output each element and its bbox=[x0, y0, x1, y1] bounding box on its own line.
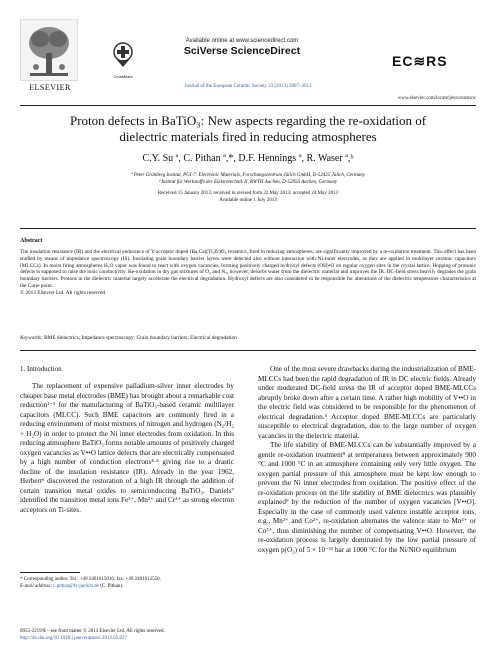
crossmark-label: CrossMark bbox=[113, 74, 133, 79]
email-suffix: (C. Pithan). bbox=[100, 584, 124, 589]
crossmark-icon bbox=[113, 42, 133, 68]
available-online-text: Available online at www.sciencedirect.com bbox=[185, 38, 299, 44]
journal-logo: EC≋RS bbox=[392, 53, 448, 69]
title-line-2: dielectric materials fired in reducing atmospheres bbox=[119, 129, 377, 144]
intro-paragraph-3: The life stability of BME-MLCCs can be substantially improved by a gentle re-oxidation treatment⁸ at temperatures between approximately 900 °C and 1000 °C in an atmosphere containing only very little oxygen. The oxygen partial pressure of this atmosphere must be kept low enough to prevent the Ni inner electrodes from oxidation. The positive effect of the re-oxidation process on the life stability of BME dielectrics was plausibly explained⁹ by the reduction of the number of oxygen vacancies [V••O]. Especially in the case of commonly used valence instable acceptor ions, e.g., Mn²⁺ and Co²⁺, re-oxidation alternates the valence state to Mn³⁺ or Co³⁺, thus diminishing the number of compensating V••O. However, the re-oxidation process is largely dominated by the low partial pressure of oxygen p(O₂) of 5 × 10⁻¹¹ bar at 1000 °C for the Ni/NiO equilibrium bbox=[258, 441, 476, 554]
right-column bbox=[258, 365, 476, 555]
online-date: Available online 1 July 2013 bbox=[219, 198, 277, 203]
footnote bbox=[20, 576, 234, 590]
intro-paragraph-1: The replacement of expensive palladium-silver inner electrodes by cheaper base metal electrodes (BME) has brought about a remarkable cost reduction¹⁻³ for the manufacturing of BaTiO₃-based ceramic multilayer capacitors (MLCC). Such BME capacitors are commonly fired in a reducing environment of moist mixtures of nitrogen and hydrogen (N₂/H₂ + H₂O) in order to protect the Ni inner electrodes from oxidation. In this reducing atmosphere BaTiO₃ forms notable amounts of positively charged oxygen vacancies as V••O lattice defects that are electrically compensated by a high number of conduction electrons⁴·⁵ giving rise to a drastic decline of the insulation resistance (IR). Already in the year 1962, Herbert⁶ discovered the restoration of a high IR through the addition of certain transition metal oxides to semiconducting BaTiO₃. Daniels⁷ identified the transition metal ions Fe³⁺, Mn²⁺ and Cr³⁺ as strong electron acceptors on Ti-sites. bbox=[20, 382, 234, 514]
footnote-divider bbox=[20, 572, 80, 573]
abstract-top-divider bbox=[20, 228, 476, 229]
section-heading-introduction: 1. Introduction bbox=[20, 365, 62, 373]
article-title bbox=[40, 113, 456, 145]
journal-homepage[interactable]: www.elsevier.com/locate/jeurceramsoc bbox=[397, 96, 476, 101]
email-link[interactable]: c.pithan@fz-juelich.de bbox=[53, 584, 99, 589]
header-divider bbox=[20, 105, 476, 106]
keywords-text: BME dielectrics; Impedance spectroscopy; Grain boundary barriers; Electrical degradation bbox=[44, 335, 237, 341]
abstract-body bbox=[20, 249, 476, 297]
abstract-text: The insulation resistance (IR) and the electrical endurance of Y-acceptor doped (Ba,Ca)(Ti,Zr)O₃ ceramics, fired in reducing atmospheres, are significantly improved by a re-oxidation treatment. This effect has been studied by means of impedance spectroscopy (IS). Insulating grain boundary barrier layers were detected also without interaction with Ni-inner electrodes, as they are applied in multilayer ceramic capacitors (MLCCs). In moist firing atmospheres H₂O vapor was found to react with oxygen vacancies, forming positively charged hydroxyl defects (OH)•O on regular oxygen sites in the crystal lattice. Hopping of protonic defects is supposed to raise the ionic conductivity. Re-oxidation in dry gas mixtures of O₂ and N₂, however, desorbs water from the dielectric material and improves the IR. DC-field stress heavily degrades the grain boundary barriers. Protons in the dielectric material largely accelerate the electrical degradation. Hydroxyl defects are also considered to be responsible for alterations of the dielectric temperature characteristics at the Curie point. bbox=[20, 249, 476, 289]
left-column bbox=[20, 382, 234, 515]
keywords-label: Keywords: bbox=[20, 335, 43, 341]
bottom-matter bbox=[20, 628, 320, 642]
elsevier-tree-logo bbox=[20, 19, 78, 91]
doi-link[interactable]: http://dx.doi.org/10.1016/j.jeurceramsoc.2013.05.027 bbox=[20, 636, 127, 641]
sciverse-title[interactable]: SciVerse ScienceDirect bbox=[183, 45, 301, 57]
affiliation-a: ª Peter Grünberg Institut, PGI-7: Electronic Materials, Forschungszentrum Jülich GmbH, D-52425 Jülich, Germany bbox=[130, 173, 366, 178]
email-line bbox=[20, 583, 234, 590]
keywords-line bbox=[20, 335, 476, 341]
abstract-copyright: © 2013 Elsevier Ltd. All rights reserved. bbox=[20, 289, 107, 296]
email-label: E-mail address: bbox=[20, 584, 52, 589]
intro-paragraph-2: One of the most severe drawbacks during the industrialization of BME-MLCCs had been the rapid degradation of IR in DC electric fields. Already under moderated DC-field stress the IR of acceptor doped BME-MLCCs abruptly broke down after a certain time. A rather high mobility of V••O in the electric field was considered to be responsible for the phenomenon of electrical degradation.⁵ Acceptor doped BME-MLCCs are particularly susceptible to electrical degradation, due to the large number of oxygen vacancies in the dielectric material. bbox=[258, 365, 476, 440]
received-dates: Received 15 January 2013; received in revised form 22 May 2013; accepted 24 May 2013 bbox=[157, 191, 339, 196]
abstract-bottom-divider bbox=[20, 350, 476, 351]
affiliation-b: ᵇ Institut für Werkstoffe der Elektrotechnik II, RWTH Aachen, D-52056 Aachen, Germany bbox=[158, 180, 338, 185]
corresponding-author: * Corresponding author. Tel.: +49 2461615016; fax: +49 2461612550. bbox=[20, 577, 161, 582]
issn-line: 0955-2219/$ – see front matter © 2013 Elsevier Ltd. All rights reserved. bbox=[20, 629, 165, 634]
affiliations bbox=[40, 172, 456, 186]
sciencedirect-header bbox=[132, 38, 352, 57]
title-line-1: Proton defects in BaTiO₃: New aspects regarding the re-oxidation of bbox=[69, 113, 427, 128]
crossmark-badge[interactable] bbox=[112, 42, 134, 78]
abstract-heading: Abstract bbox=[20, 238, 43, 244]
article-dates bbox=[40, 190, 456, 204]
author-list: C.Y. Su ª, C. Pithan ª,*, D.F. Hennings ª, R. Waser ª,ᵇ bbox=[142, 153, 354, 164]
publisher-name: ELSEVIER bbox=[29, 83, 71, 92]
journal-reference[interactable]: Journal of the European Ceramic Society 33 (2013) 3007–3013 bbox=[184, 84, 312, 89]
